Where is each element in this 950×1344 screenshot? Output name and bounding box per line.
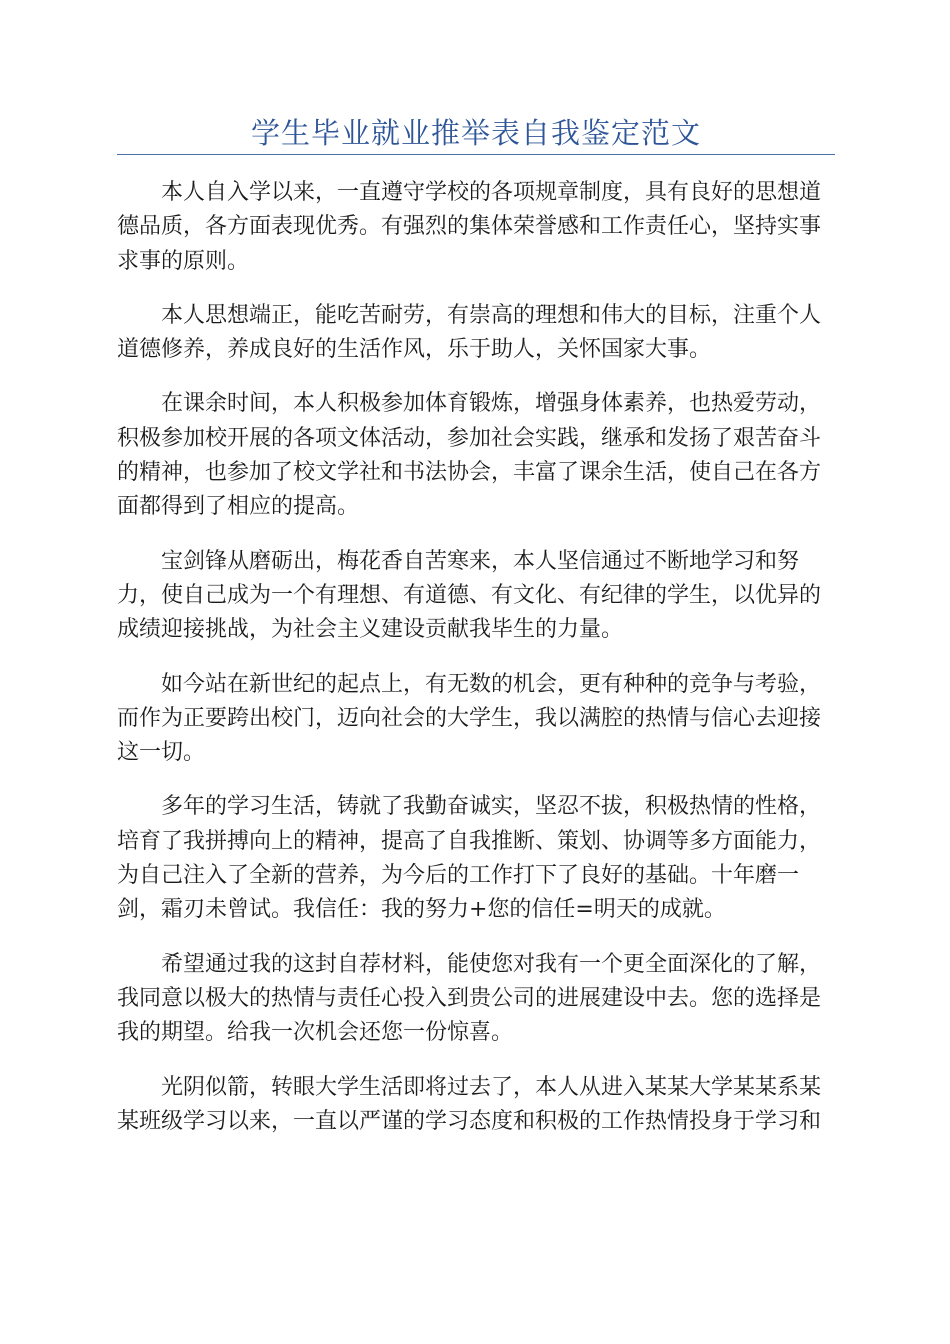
paragraph-2 [117, 299, 835, 368]
title-underline [117, 154, 835, 155]
paragraph-line: 某班级学习以来，一直以严谨的学习态度和积极的工作热情投身于学习和 [117, 1108, 822, 1134]
paragraph-line: 光阴似箭，转眼大学生活即将过去了，本人从进入某某大学某某系某 [161, 1074, 822, 1100]
paragraph-line: 力，使自己成为一个有理想、有道德、有文化、有纪律的学生，以优异的 [117, 582, 822, 608]
paragraph-line: 我的期望。给我一次机会还您一份惊喜。 [117, 1020, 514, 1046]
paragraph-8 [117, 1071, 835, 1140]
paragraph-line: 在课余时间，本人积极参加体育锻炼，增强身体素养，也热爱劳动， [161, 391, 822, 417]
paragraph-3 [117, 387, 835, 524]
paragraph-line: 德品质，各方面表现优秀。有强烈的集体荣誉感和工作责任心，坚持实事 [117, 214, 822, 240]
paragraph-line: 本人思想端正，能吃苦耐劳，有崇高的理想和伟大的目标，注重个人 [161, 302, 822, 328]
paragraph-line: 我同意以极大的热情与责任心投入到贵公司的进展建设中去。您的选择是 [117, 985, 822, 1011]
paragraph-5 [117, 668, 835, 771]
document-title: 学生毕业就业推举表自我鉴定范文 [250, 116, 701, 150]
document-body [117, 176, 835, 1159]
paragraph-line: 如今站在新世纪的起点上，有无数的机会，更有种种的竞争与考验， [161, 671, 822, 697]
paragraph-line: 这一切。 [117, 740, 206, 766]
paragraph-line: 多年的学习生活，铸就了我勤奋诚实，坚忍不拔，积极热情的性格， [161, 794, 822, 820]
paragraph-1 [117, 176, 835, 279]
paragraph-6 [117, 790, 835, 927]
paragraph-line: 为自己注入了全新的营养，为今后的工作打下了良好的基础。十年磨一 [117, 863, 800, 889]
paragraph-line: 的精神，也参加了校文学社和书法协会，丰富了课余生活，使自己在各方 [117, 460, 822, 486]
paragraph-line: 希望通过我的这封自荐材料，能使您对我有一个更全面深化的了解， [161, 951, 822, 977]
paragraph-4 [117, 545, 835, 648]
paragraph-line: 积极参加校开展的各项文体活动，参加社会实践，继承和发扬了艰苦奋斗 [117, 425, 822, 451]
paragraph-line: 求事的原则。 [117, 248, 250, 274]
paragraph-line: 宝剑锋从磨砺出，梅花香自苦寒来，本人坚信通过不断地学习和努 [161, 548, 800, 574]
paragraph-7 [117, 948, 835, 1051]
paragraph-line: 本人自入学以来，一直遵守学校的各项规章制度，具有良好的思想道 [161, 180, 822, 205]
paragraph-line: 道德修养，养成良好的生活作风，乐于助人，关怀国家大事。 [117, 337, 712, 363]
paragraph-line: 成绩迎接挑战，为社会主义建设贡献我毕生的力量。 [117, 617, 624, 643]
paragraph-line: 培育了我拼搏向上的精神，提高了自我推断、策划、协调等多方面能力， [117, 828, 822, 854]
paragraph-line: 而作为正要跨出校门，迈向社会的大学生，我以满腔的热情与信心去迎接 [117, 705, 822, 731]
paragraph-line: 剑，霜刃未曾试。我信任：我的努力+您的信任=明天的成就。 [117, 897, 726, 923]
paragraph-line: 面都得到了相应的提高。 [117, 494, 360, 520]
